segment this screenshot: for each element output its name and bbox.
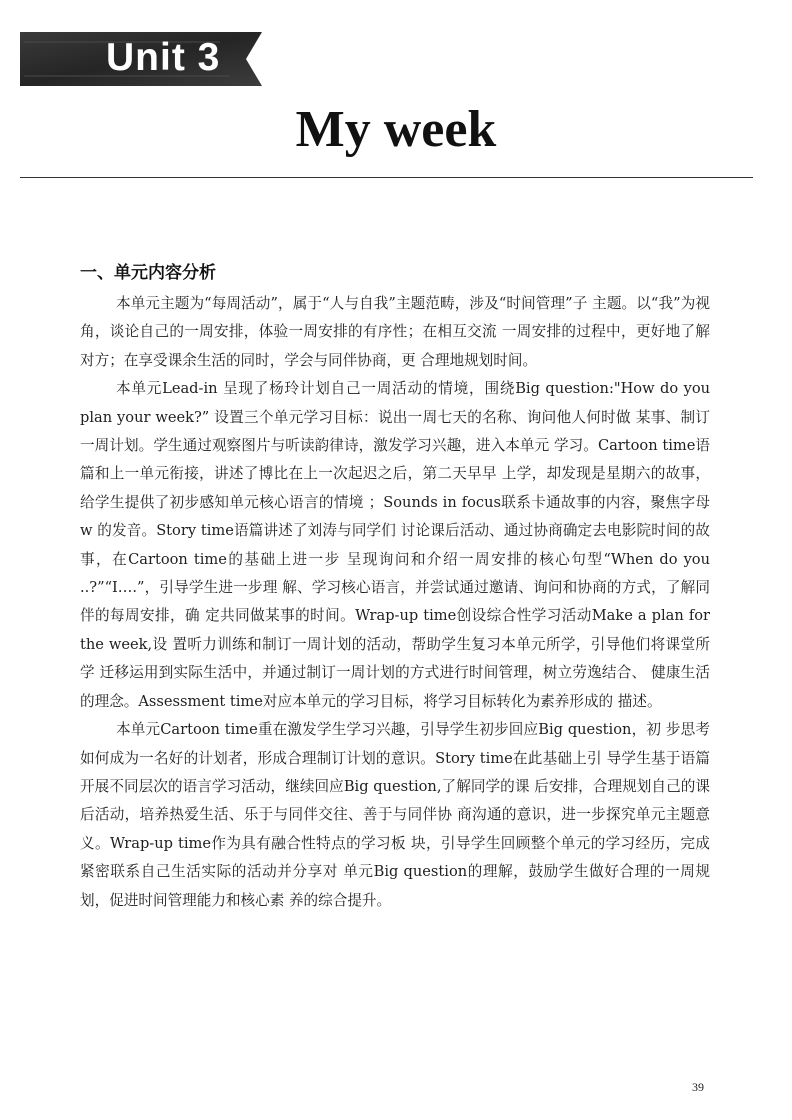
unit-label: Unit 3 [106,36,221,79]
paragraph-2: 本单元Lead-in 呈现了杨玲计划自己一周活动的情境，围绕Big question:"How do you plan your week?” 设置三个单元学习目标：说出一周七天的名称、询问他人何时做 某事、制订一周计划。学生通过观察图片与听读韵律诗，激发学习兴趣，进入本单元 学习。Cartoon time语篇和上一单元衔接，讲述了博比在上一次起迟之后，第二天早早 上学，却发现是星期六的故事，给学生提供了初步感知单元核心语言的情境 ；Sounds in focus联系卡通故事的内容，聚焦字母w 的发音。Story time语篇讲述了刘涛与同学们 讨论课后活动、通过协商确定去电影院时间的故事，在Cartoon time的基础上进一步 呈现询问和介绍一周安排的核心句型“When do you ..?”“I….”，引导学生进一步理 解、学习核心语言，并尝试通过邀请、询问和协商的方式，了解同伴的每周安排，确 定共同做某事的时间。Wrap-up time创设综合性学习活动Make a plan for the week,设 置听力训练和制订一周计划的活动，帮助学生复习本单元所学，引导他们将课堂所学 迁移运用到实际生活中，并通过制订一周计划的方式进行时间管理，树立劳逸结合、 健康生活的理念。Assessment time对应本单元的学习目标，将学习目标转化为素养形成的 描述。 [80,380,710,710]
section-heading: 一、单元内容分析 [80,263,216,283]
paragraph-1: 本单元主题为“每周活动”，属于“人与自我”主题范畴，涉及“时间管理”子 主题。以“我”为视角，谈论自己的一周安排，体验一周安排的有序性；在相互交流 一周安排的过程中，更好地了解对方；在享受课余生活的同时，学会与同伴协商，更 合理地规划时间。 [80,295,710,369]
paragraph-3: 本单元Cartoon time重在激发学生学习兴趣，引导学生初步回应Big question，初 步思考如何成为一名好的计划者，形成合理制订计划的意识。Story time在此基础上引 导学生基于语篇开展不同层次的语言学习活动，继续回应Big question,了解同学的课 后安排，合理规划自己的课后活动，培养热爱生活、乐于与同伴交往、善于与同伴协 商沟通的意识，进一步探究单元主题意义。Wrap-up time作为具有融合性特点的学习板 块，引导学生回顾整个单元的学习经历，完成紧密联系自己生活实际的活动并分享对 单元Big question的理解，鼓励学生做好合理的一周规划，促进时间管理能力和核心素 养的综合提升。 [80,721,710,909]
title-divider [20,177,753,178]
unit-banner [20,32,262,86]
section-body [80,290,710,915]
page-number: 39 [692,1080,704,1094]
page-title: My week [295,101,497,158]
